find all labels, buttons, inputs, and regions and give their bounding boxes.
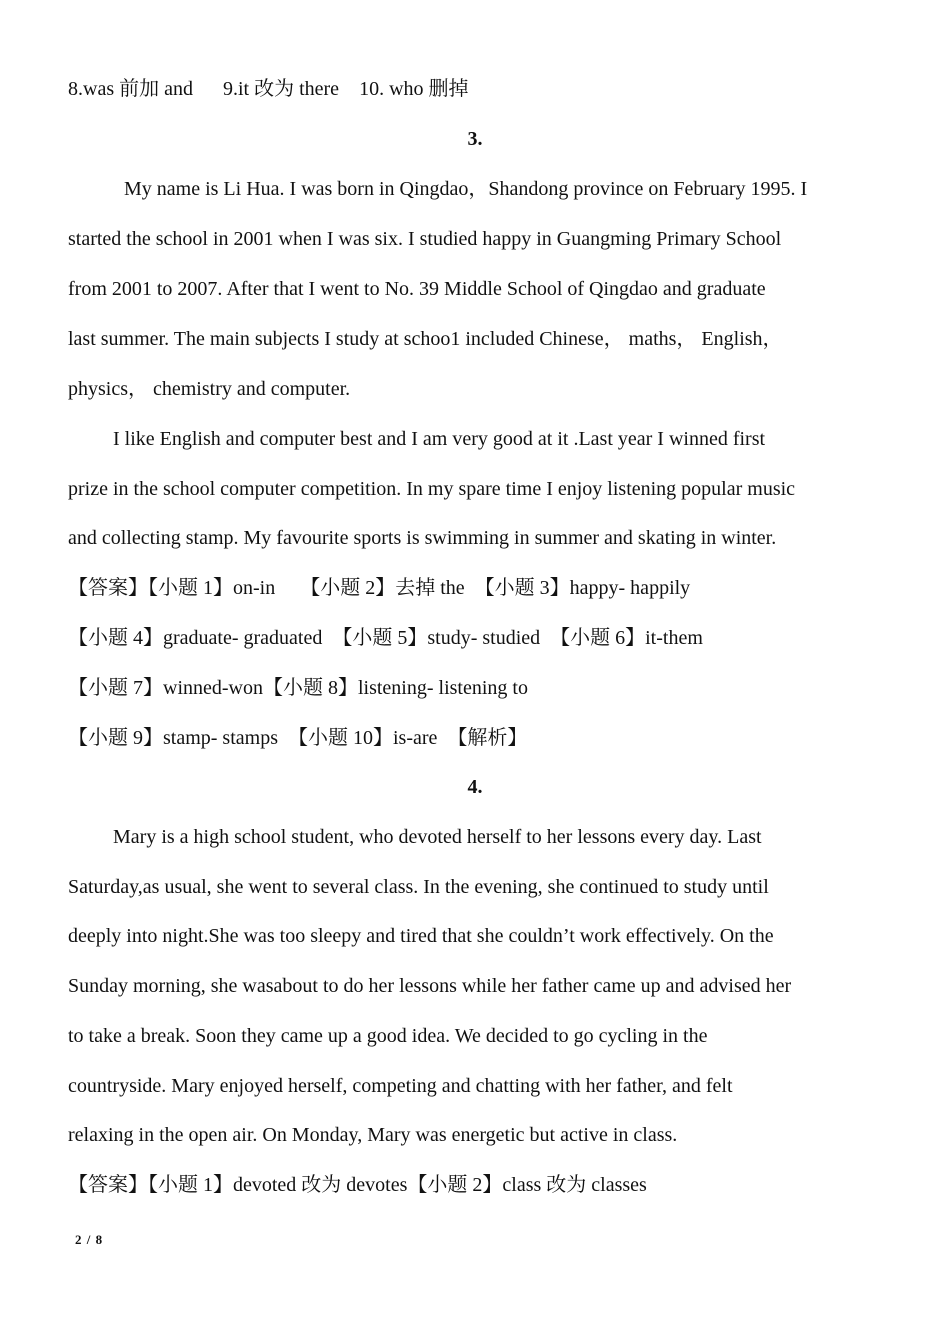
section-heading-4: 4.: [467, 776, 483, 798]
passage-4-line: Sunday morning, she wasabout to do her lessons while her father came up and advised her: [68, 975, 792, 997]
passage-3-line: My name is Li Hua. I was born in Qingdao，Shandong province on February 1995. I: [124, 178, 808, 200]
passage-3-line: started the school in 2001 when I was six. I studied happy in Guangming Primary School: [68, 228, 782, 250]
passage-3-line: I like English and computer best and I am very good at it .Last year I winned first: [113, 428, 766, 450]
passage-4-line: Mary is a high school student, who devoted herself to her lessons every day. Last: [113, 826, 762, 848]
passage-3-line: last summer. The main subjects I study at schoo1 included Chinese， maths， English，: [68, 328, 783, 350]
answer-line: 【小题 9】stamp- stamps 【小题 10】is-are 【解析】: [68, 727, 528, 749]
answer-line: 【小题 4】graduate- graduated 【小题 5】study- studied 【小题 6】it-them: [68, 627, 703, 649]
answer-line: 【答案】【小题 1】devoted 改为 devotes【小题 2】class 改为 classes: [68, 1174, 647, 1196]
section-heading-3: 3.: [467, 128, 483, 150]
passage-3-line: prize in the school computer competition. In my spare time I enjoy listening popular music: [68, 478, 796, 500]
answer-line-prev: 8.was 前加 and 9.it 改为 there 10. who 删掉: [68, 78, 469, 100]
passage-3-line: and collecting stamp. My favourite sports is swimming in summer and skating in winter.: [68, 527, 777, 549]
passage-3-line: from 2001 to 2007. After that I went to No. 39 Middle School of Qingdao and graduate: [68, 278, 766, 300]
passage-4-line: countryside. Mary enjoyed herself, competing and chatting with her father, and felt: [68, 1075, 733, 1097]
passage-4-line: Saturday,as usual, she went to several class. In the evening, she continued to study until: [68, 876, 769, 898]
passage-4-line: deeply into night.She was too sleepy and tired that she couldn’t work effectively. On the: [68, 925, 774, 947]
page-number: 2 / 8: [75, 1232, 104, 1247]
passage-4-line: relaxing in the open air. On Monday, Mary was energetic but active in class.: [68, 1124, 678, 1146]
passage-4-line: to take a break. Soon they came up a good idea. We decided to go cycling in the: [68, 1025, 708, 1047]
answer-line: 【答案】【小题 1】on-in 【小题 2】去掉 the 【小题 3】happy- happily: [68, 577, 691, 599]
answer-line: 【小题 7】winned-won【小题 8】listening- listening to: [68, 677, 528, 699]
passage-3-line: physics， chemistry and computer.: [68, 378, 351, 400]
